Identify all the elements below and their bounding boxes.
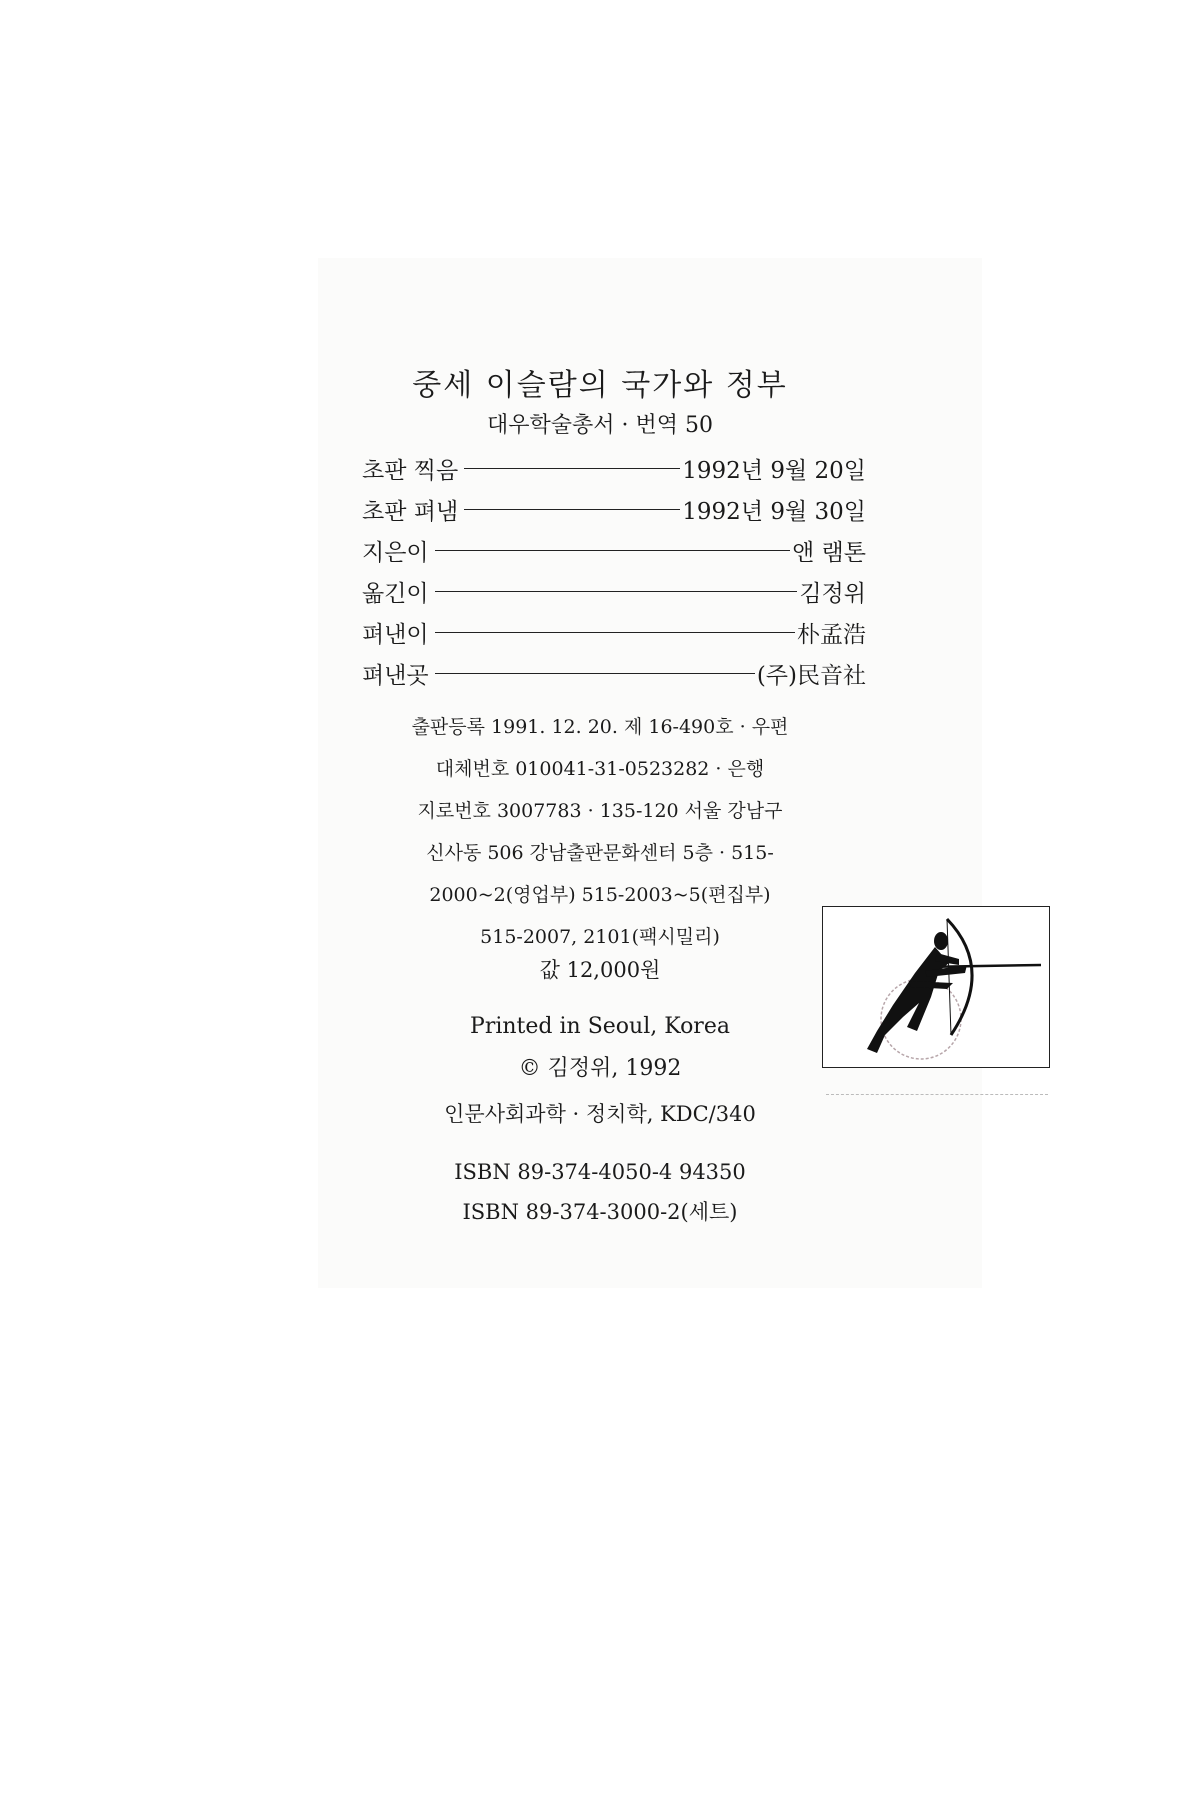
credit-row-first-printing bbox=[362, 448, 866, 489]
leader-line bbox=[435, 673, 755, 674]
credit-value: 1992년 9월 30일 bbox=[682, 499, 866, 525]
credit-row-translator bbox=[362, 571, 866, 612]
credit-row-author bbox=[362, 530, 866, 571]
credit-label: 지은이 bbox=[362, 540, 429, 566]
leader-line bbox=[435, 550, 790, 551]
credit-label: 펴낸곳 bbox=[362, 663, 429, 689]
publisher-info-line: 대체번호 010041-31-0523282 · 은행 bbox=[435, 758, 765, 780]
leader-line bbox=[464, 468, 680, 469]
credit-value: 앤 램톤 bbox=[792, 540, 866, 566]
isbn-line: ISBN 89-374-4050-4 94350 bbox=[454, 1160, 746, 1184]
publisher-info-line: 2000~2(영업부) 515-2003~5(편집부) bbox=[429, 884, 771, 906]
copyright: © 김정위, 1992 bbox=[518, 1056, 682, 1081]
leader-line bbox=[435, 591, 798, 592]
credit-value: 김정위 bbox=[799, 581, 866, 607]
leader-line bbox=[435, 632, 795, 633]
publisher-info-line: 신사동 506 강남출판문화센터 5층 · 515- bbox=[426, 842, 774, 864]
price: 값 12,000원 bbox=[539, 958, 661, 982]
credit-label: 초판 펴냄 bbox=[362, 499, 459, 525]
isbn-line: ISBN 89-374-3000-2(세트) bbox=[462, 1200, 738, 1224]
credit-label: 펴낸이 bbox=[362, 622, 429, 648]
archer-icon bbox=[823, 907, 1049, 1067]
credits-list bbox=[362, 448, 866, 694]
credit-row-publishing-house bbox=[362, 653, 866, 694]
classification: 인문사회과학 · 정치학, KDC/340 bbox=[444, 1102, 756, 1126]
printed-in: Printed in Seoul, Korea bbox=[470, 1014, 730, 1039]
credit-row-publisher-person bbox=[362, 612, 866, 653]
credit-label: 옮긴이 bbox=[362, 581, 429, 607]
isbn-block bbox=[0, 1152, 1200, 1232]
credit-value: 朴孟浩 bbox=[797, 622, 866, 648]
publisher-info-line: 출판등록 1991. 12. 20. 제 16-490호 · 우편 bbox=[411, 716, 789, 738]
credit-value: 1992년 9월 20일 bbox=[682, 458, 866, 484]
leader-line bbox=[464, 509, 680, 510]
book-title: 중세 이슬람의 국가와 정부 bbox=[412, 368, 788, 403]
credit-row-first-publication bbox=[362, 489, 866, 530]
credit-label: 초판 찍음 bbox=[362, 458, 459, 484]
publisher-info-line: 515-2007, 2101(팩시밀리) bbox=[480, 926, 720, 948]
credit-value: (주)民音社 bbox=[756, 663, 866, 689]
series-name: 대우학술총서 · 번역 50 bbox=[487, 413, 713, 438]
publisher-info-line: 지로번호 3007783 · 135-120 서울 강남구 bbox=[417, 800, 783, 822]
divider bbox=[826, 1094, 1048, 1095]
archer-emblem bbox=[822, 906, 1050, 1068]
